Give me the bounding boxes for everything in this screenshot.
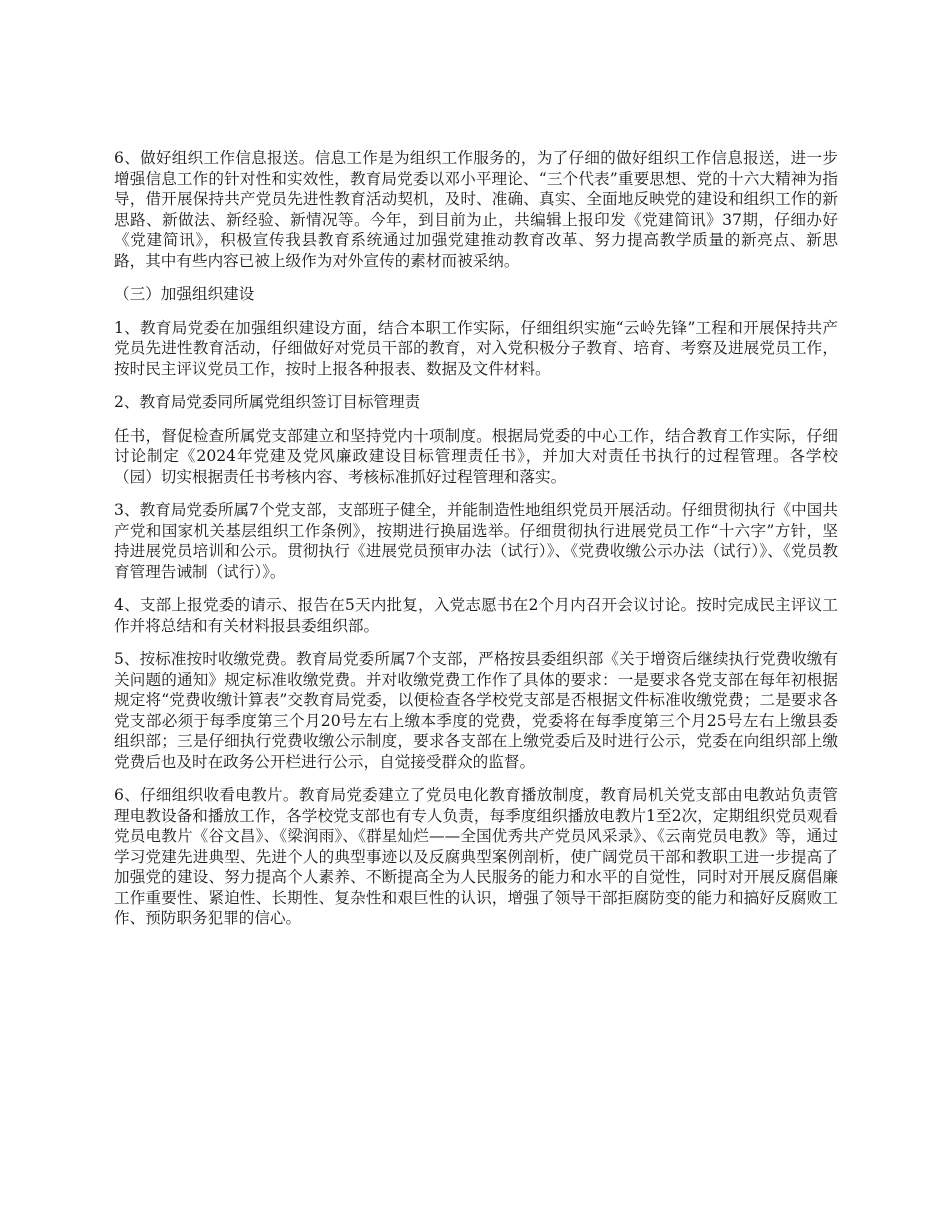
paragraph-target-responsibility: 2、教育局党委同所属党组织签订目标管理责 [114, 393, 421, 411]
paragraph-education-films: 6、仔细组织收看电教片。教育局党委建立了党员电化教育播放制度，教育局机关党支部由电教站负责管理电教设备和播放工作，各学校党支部也有专人负责，每季度组织播放电教片1至2次，定期组织党员观看党员电教片《谷文昌》、《梁润雨》、《群星灿烂——全国优秀共产党员风采录》、《云南党员电教》等，通过学习党建先进典型、先进个人的典型事迹以及反腐典型案例剖析，使广阔党员干部和教职工进一步提高了加强党的建设、努力提高个人素养、不断提高全为人民服务的能力和水平的自觉性，同时对开展反腐倡廉工作重要性、紧迫性、长期性、复杂性和艰巨性的认识，增强了领导干部拒腐防变的能力和搞好反腐败工作、预防职务犯罪的信心。 [114, 786, 838, 927]
paragraph-info-reporting: 6、做好组织工作信息报送。信息工作是为组织工作服务的，为了仔细的做好组织工作信息报送，进一步增强信息工作的针对性和实效性，教育局党委以邓小平理论、“三个代表”重要思想、党的十六大精神为指导，借开展保持共产党员先进性教育活动契机，及时、准确、真实、全面地反映党的建设和组织工作的新思路、新做法、新经验、新情况等。今年，到目前为止，共编辑上报印发《党建简讯》37期，仔细办好《党建简讯》，积极宣传我县教育系统通过加强党建推动教育改革、努力提高教学质量的新亮点、新思路，其中有些内容已被上级作为对外宣传的素材而被采纳。 [114, 149, 838, 270]
paragraph-responsibility-letter: 任书，督促检查所属党支部建立和坚持党内十项制度。根据局党委的中心工作，结合教育工作实际，仔细讨论制定《2024年党建及党风廉政建设目标管理责任书》，并加大对责任书执行的过程管理。各学校（园）切实根据责任书考核内容、考核标准抓好过程管理和落实。 [114, 426, 838, 486]
paragraph-party-dues: 5、按标准按时收缴党费。教育局党委所属7个支部，严格按县委组织部《关于增资后继续执行党费收缴有关问题的通知》规定标准收缴党费。并对收缴党费工作作了具体的要求：一是要求各党支部在每年初根据规定将“党费收缴计算表”交教育局党委，以便检查各学校党支部是否根据文件标准收缴党费；二是要求各党支部必须于每季度第三个月20号左右上缴本季度的党费，党委将在每季度第三个月25号左右上缴县委组织部；三是仔细执行党费收缴公示制度，要求各支部在上缴党委后及时进行公示，党委在向组织部上缴党费后也及时在政务公开栏进行公示，自觉接受群众的监督。 [114, 650, 838, 771]
section-heading-organization: （三）加强组织建设 [114, 285, 255, 303]
document-body [114, 148, 838, 942]
paragraph-organization-building: 1、教育局党委在加强组织建设方面，结合本职工作实际，仔细组织实施“云岭先锋”工程和开展保持共产党员先进性教育活动，仔细做好对党员干部的教育，对入党积极分子教育、培育、考察及进展党员工作，按时民主评议党员工作，按时上报各种报表、数据及文件材料。 [114, 318, 838, 378]
paragraph-approval-timelines: 4、支部上报党委的请示、报告在5天内批复，入党志愿书在2个月内召开会议讨论。按时完成民主评议工作并将总结和有关材料报县委组织部。 [114, 596, 838, 635]
paragraph-party-branches: 3、教育局党委所属7个党支部，支部班子健全，并能制造性地组织党员开展活动。仔细贯彻执行《中国共产党和国家机关基层组织工作条例》，按期进行换届选举。仔细贯彻执行进展党员工作“十六字”方针，坚持进展党员培训和公示。贯彻执行《进展党员预审办法（试行）》、《党费收缴公示办法（试行）》、《党员教育管理告诫制（试行）》。 [114, 501, 838, 581]
